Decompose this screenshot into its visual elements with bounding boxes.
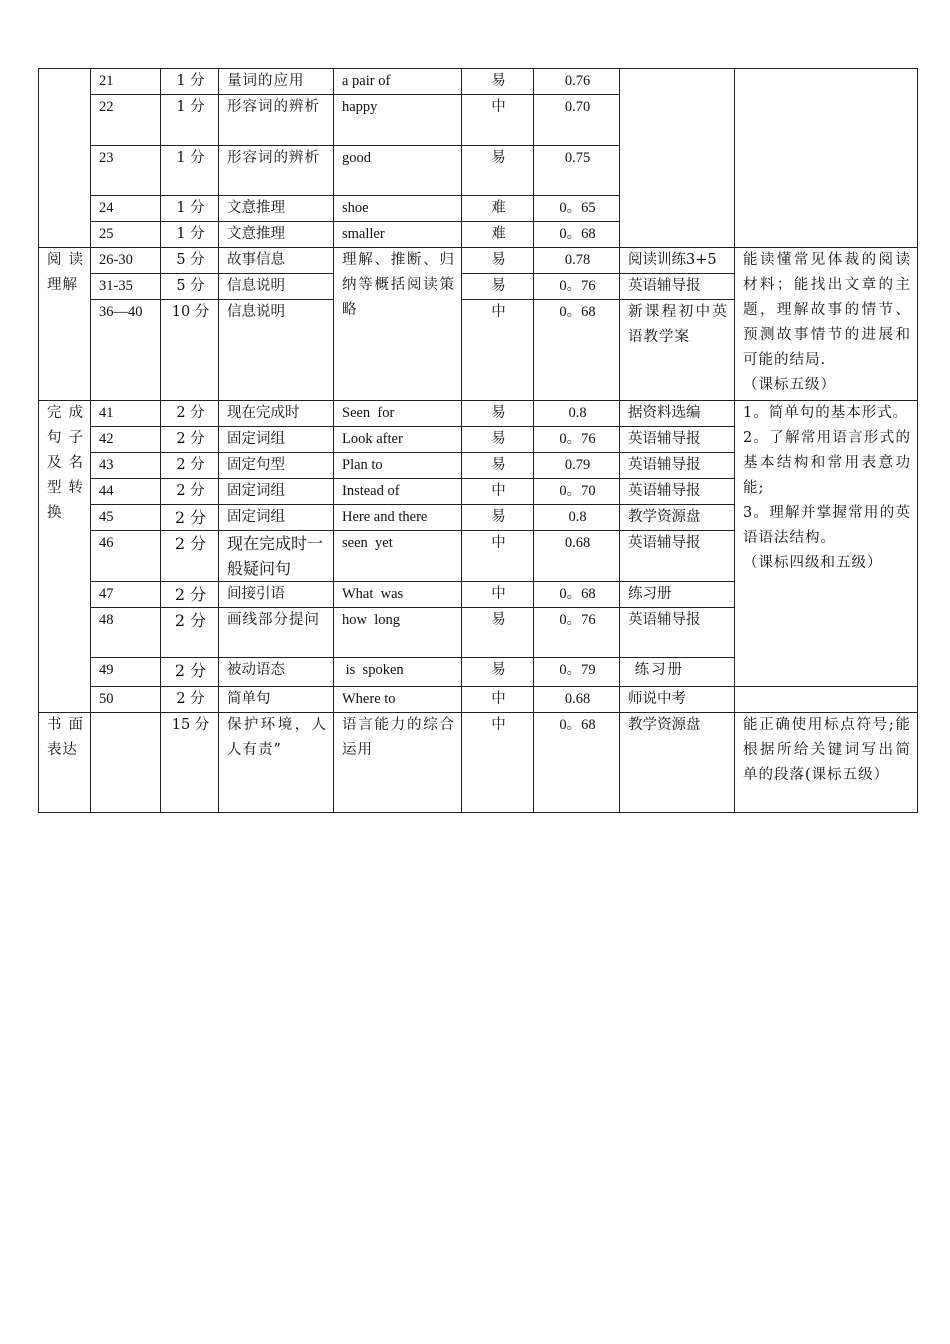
rate-cell: 0。76	[534, 274, 620, 300]
rate-cell: 0。65	[534, 196, 620, 222]
difficulty-cell: 中	[462, 687, 534, 713]
standard-cell-empty	[735, 687, 918, 713]
difficulty-cell: 易	[462, 505, 534, 531]
rate-cell: 0。68	[534, 713, 620, 813]
knowledge-point-cell: 故事信息	[219, 248, 334, 274]
score-cell: 1 分	[161, 69, 219, 95]
source-cell: 英语辅导报	[620, 608, 735, 658]
item-content-cell: Look after	[334, 427, 462, 453]
reading-standard-text: 能读懂常见体裁的阅读材料；能找出文章的主题，理解故事的情节、预测故事情节的进展和可能的结局.	[743, 252, 911, 368]
knowledge-point-cell: 固定词组	[219, 427, 334, 453]
score-cell: 2 分	[161, 608, 219, 658]
difficulty-cell: 易	[462, 248, 534, 274]
rate-cell: 0.8	[534, 401, 620, 427]
item-content-cell: What was	[334, 582, 462, 608]
source-cell-empty	[620, 69, 735, 248]
item-number: 22	[91, 95, 161, 146]
item-number: 42	[91, 427, 161, 453]
table-row	[39, 713, 918, 813]
source-cell: 师说中考	[620, 687, 735, 713]
item-number: 26-30	[91, 248, 161, 274]
item-content-cell: a pair of	[334, 69, 462, 95]
source-cell: 教学资源盘	[620, 713, 735, 813]
difficulty-cell: 易	[462, 274, 534, 300]
item-number: 45	[91, 505, 161, 531]
item-content-cell: Instead of	[334, 479, 462, 505]
source-cell: 练习册	[620, 582, 735, 608]
difficulty-cell: 难	[462, 196, 534, 222]
reading-strategy-cell: 理解、推断、归纳等概括阅读策略	[334, 248, 462, 401]
item-number: 46	[91, 531, 161, 582]
score-cell: 5 分	[161, 248, 219, 274]
section-label-completion: 完成句子及名型转换	[39, 401, 91, 713]
table-row	[39, 401, 918, 427]
difficulty-cell: 易	[462, 69, 534, 95]
item-number: 24	[91, 196, 161, 222]
table-row	[39, 69, 918, 95]
knowledge-point-cell: 现在完成时一般疑问句	[219, 531, 334, 582]
score-cell: 1 分	[161, 222, 219, 248]
item-content-cell: Seen for	[334, 401, 462, 427]
knowledge-point-cell: 信息说明	[219, 274, 334, 300]
knowledge-point-cell: 文意推理	[219, 222, 334, 248]
item-number: 23	[91, 146, 161, 196]
item-content-cell: Plan to	[334, 453, 462, 479]
standard-line: 1。简单句的基本形式。	[743, 405, 909, 421]
rate-cell: 0。79	[534, 658, 620, 687]
source-cell: 英语辅导报	[620, 274, 735, 300]
difficulty-cell: 中	[462, 713, 534, 813]
source-cell: 练习册	[620, 658, 735, 687]
knowledge-point-cell: 量词的应用	[219, 69, 334, 95]
rate-cell: 0。76	[534, 608, 620, 658]
difficulty-cell: 中	[462, 479, 534, 505]
item-number: 50	[91, 687, 161, 713]
item-number: 49	[91, 658, 161, 687]
knowledge-point-cell: 固定词组	[219, 479, 334, 505]
item-content-cell: is spoken	[334, 658, 462, 687]
score-cell: 2 分	[161, 505, 219, 531]
rate-cell: 0.76	[534, 69, 620, 95]
score-cell: 15 分	[161, 713, 219, 813]
section-cell-empty	[39, 69, 91, 248]
source-cell: 英语辅导报	[620, 479, 735, 505]
knowledge-point-cell: 被动语态	[219, 658, 334, 687]
source-cell: 教学资源盘	[620, 505, 735, 531]
difficulty-cell: 中	[462, 300, 534, 401]
source-cell: 据资料选编	[620, 401, 735, 427]
section-label-writing: 书面表达	[39, 713, 91, 813]
score-cell: 2 分	[161, 687, 219, 713]
item-number: 44	[91, 479, 161, 505]
knowledge-point-cell: 现在完成时	[219, 401, 334, 427]
score-cell: 5 分	[161, 274, 219, 300]
item-content-cell: seen yet	[334, 531, 462, 582]
table-row	[39, 248, 918, 274]
item-number: 47	[91, 582, 161, 608]
item-content-cell: 语言能力的综合运用	[334, 713, 462, 813]
score-cell: 1 分	[161, 146, 219, 196]
score-cell: 1 分	[161, 95, 219, 146]
knowledge-point-cell: 简单句	[219, 687, 334, 713]
score-cell: 2 分	[161, 582, 219, 608]
score-cell: 2 分	[161, 479, 219, 505]
score-cell: 2 分	[161, 658, 219, 687]
item-number: 41	[91, 401, 161, 427]
score-cell: 2 分	[161, 401, 219, 427]
knowledge-point-cell: 画线部分提问	[219, 608, 334, 658]
difficulty-cell: 中	[462, 531, 534, 582]
reading-standard-cell	[735, 248, 918, 401]
rate-cell: 0.70	[534, 95, 620, 146]
difficulty-cell: 易	[462, 453, 534, 479]
knowledge-point-cell: 信息说明	[219, 300, 334, 401]
source-cell: 英语辅导报	[620, 531, 735, 582]
item-content-cell: how long	[334, 608, 462, 658]
knowledge-point-cell: 保护环境，人人有责”	[219, 713, 334, 813]
exam-spec-table	[38, 68, 918, 813]
rate-cell: 0.78	[534, 248, 620, 274]
score-cell: 1 分	[161, 196, 219, 222]
rate-cell: 0.79	[534, 453, 620, 479]
rate-cell: 0。68	[534, 582, 620, 608]
writing-standard-cell: 能正确使用标点符号;能根据所给关键词写出简单的段落(课标五级）	[735, 713, 918, 813]
source-cell: 英语辅导报	[620, 427, 735, 453]
rate-cell: 0。70	[534, 479, 620, 505]
item-content-cell: good	[334, 146, 462, 196]
difficulty-cell: 难	[462, 222, 534, 248]
score-cell: 2 分	[161, 453, 219, 479]
item-number: 43	[91, 453, 161, 479]
source-cell: 英语辅导报	[620, 453, 735, 479]
knowledge-point-cell: 固定词组	[219, 505, 334, 531]
difficulty-cell: 易	[462, 146, 534, 196]
rate-cell: 0.8	[534, 505, 620, 531]
item-content-cell: Where to	[334, 687, 462, 713]
knowledge-point-cell: 文意推理	[219, 196, 334, 222]
item-number: 31-35	[91, 274, 161, 300]
knowledge-point-cell: 固定句型	[219, 453, 334, 479]
item-content-cell: Here and there	[334, 505, 462, 531]
item-content-cell: shoe	[334, 196, 462, 222]
source-cell: 新课程初中英语教学案	[620, 300, 735, 401]
knowledge-point-cell: 形容词的辨析	[219, 95, 334, 146]
rate-cell: 0。68	[534, 300, 620, 401]
difficulty-cell: 易	[462, 401, 534, 427]
rate-cell: 0.75	[534, 146, 620, 196]
item-content-cell: smaller	[334, 222, 462, 248]
score-cell: 2 分	[161, 427, 219, 453]
standard-cell-empty	[735, 69, 918, 248]
table-row	[39, 687, 918, 713]
item-number: 36—40	[91, 300, 161, 401]
standard-line: （课标四级和五级）	[743, 555, 883, 571]
item-number: 25	[91, 222, 161, 248]
knowledge-point-cell: 间接引语	[219, 582, 334, 608]
standard-line: 2。了解常用语言形式的基本结构和常用表意功能;	[743, 430, 911, 496]
source-cell: 阅读训练3+5	[620, 248, 735, 274]
rate-cell: 0。76	[534, 427, 620, 453]
score-cell: 2 分	[161, 531, 219, 582]
knowledge-point-cell: 形容词的辨析	[219, 146, 334, 196]
section-label-reading: 阅读理解	[39, 248, 91, 401]
difficulty-cell: 易	[462, 658, 534, 687]
completion-standard-cell	[735, 401, 918, 687]
item-content-cell: happy	[334, 95, 462, 146]
score-cell: 10 分	[161, 300, 219, 401]
reading-level-note: （课标五级）	[743, 377, 836, 393]
rate-cell: 0。68	[534, 222, 620, 248]
difficulty-cell: 中	[462, 95, 534, 146]
difficulty-cell: 易	[462, 608, 534, 658]
item-number: 21	[91, 69, 161, 95]
item-number	[91, 713, 161, 813]
standard-line: 3。理解并掌握常用的英语语法结构。	[743, 505, 911, 546]
rate-cell: 0.68	[534, 531, 620, 582]
difficulty-cell: 中	[462, 582, 534, 608]
difficulty-cell: 易	[462, 427, 534, 453]
rate-cell: 0.68	[534, 687, 620, 713]
item-number: 48	[91, 608, 161, 658]
